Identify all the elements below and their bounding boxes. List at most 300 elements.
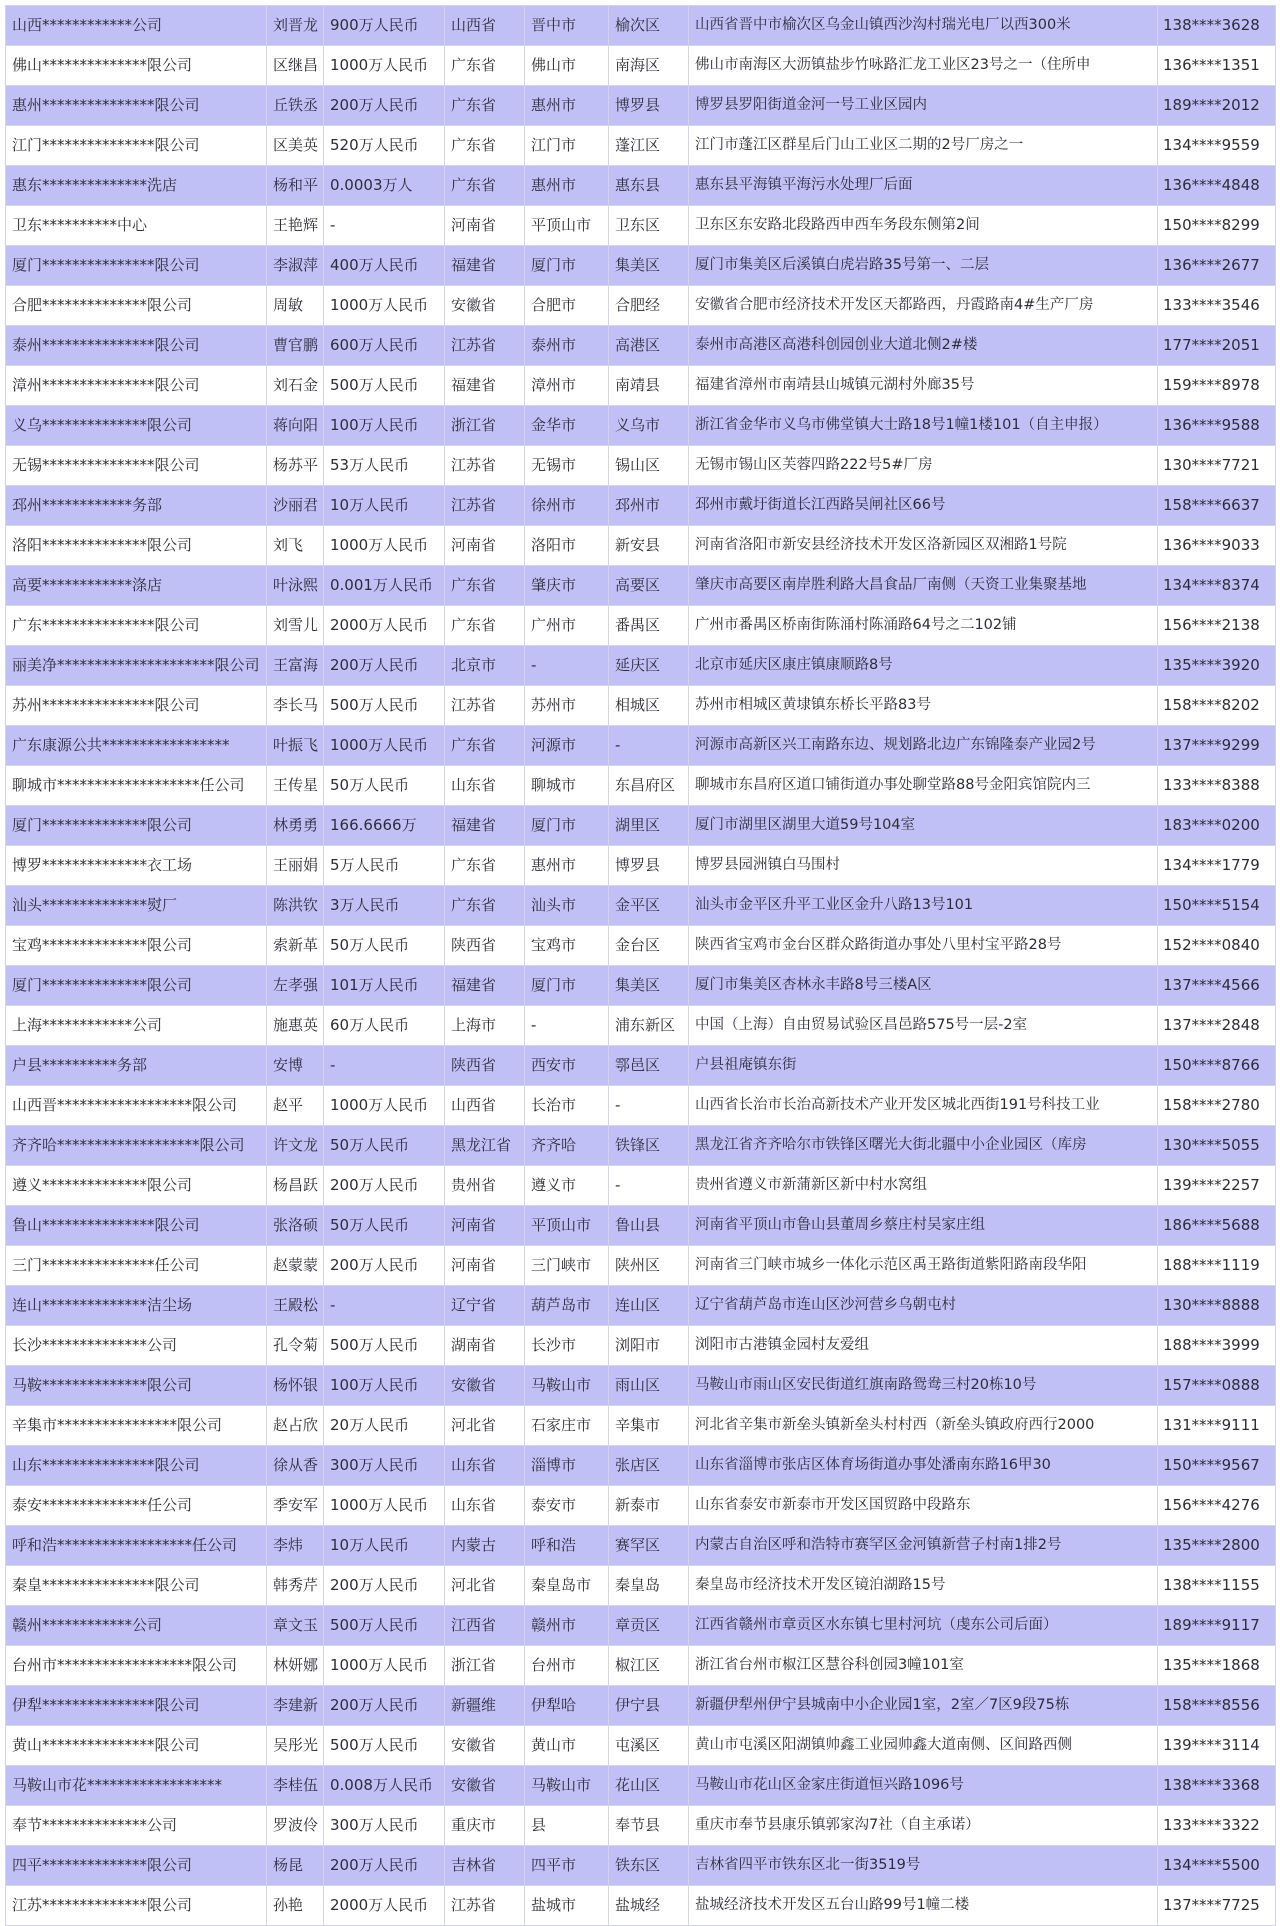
table-row	[6, 526, 1276, 566]
address-cell: 山东省淄博市张店区体育场街道办事处潘南东路16甲30	[689, 1446, 1158, 1486]
province-cell: 福建省	[445, 806, 525, 846]
table-row	[6, 6, 1276, 46]
phone-cell: 137****7725	[1158, 1886, 1276, 1926]
company-name-cell: 宝鸡**************限公司	[6, 926, 267, 966]
table-row	[6, 726, 1276, 766]
legal-person-cell: 周敏	[267, 286, 324, 326]
registered-capital-cell: 0.001万人民币	[324, 566, 445, 606]
province-cell: 浙江省	[445, 406, 525, 446]
province-cell: 安徽省	[445, 1726, 525, 1766]
province-cell: 安徽省	[445, 286, 525, 326]
phone-cell: 138****1155	[1158, 1566, 1276, 1606]
city-cell: 伊犁哈	[525, 1686, 609, 1726]
city-cell: 长治市	[525, 1086, 609, 1126]
table-row	[6, 126, 1276, 166]
city-cell: 惠州市	[525, 86, 609, 126]
phone-cell: 137****4566	[1158, 966, 1276, 1006]
address-cell: 辽宁省葫芦岛市连山区沙河营乡乌朝屯村	[689, 1286, 1158, 1326]
legal-person-cell: 王殿松	[267, 1286, 324, 1326]
province-cell: 湖南省	[445, 1326, 525, 1366]
registered-capital-cell: 10万人民币	[324, 486, 445, 526]
district-cell: 新泰市	[609, 1486, 689, 1526]
address-cell: 浏阳市古港镇金园村友爱组	[689, 1326, 1158, 1366]
registered-capital-cell: 600万人民币	[324, 326, 445, 366]
province-cell: 广东省	[445, 846, 525, 886]
table-row	[6, 1806, 1276, 1846]
company-name-cell: 义乌**************限公司	[6, 406, 267, 446]
city-cell: 泰安市	[525, 1486, 609, 1526]
district-cell: 惠东县	[609, 166, 689, 206]
province-cell: 江西省	[445, 1606, 525, 1646]
province-cell: 北京市	[445, 646, 525, 686]
company-name-cell: 连山**************洁尘场	[6, 1286, 267, 1326]
company-name-cell: 博罗**************衣工场	[6, 846, 267, 886]
legal-person-cell: 张洛硕	[267, 1206, 324, 1246]
registered-capital-cell: 200万人民币	[324, 1846, 445, 1886]
city-cell: 石家庄市	[525, 1406, 609, 1446]
city-cell: 平顶山市	[525, 1206, 609, 1246]
phone-cell: 133****8388	[1158, 766, 1276, 806]
city-cell: 县	[525, 1806, 609, 1846]
table-row	[6, 966, 1276, 1006]
table-row	[6, 46, 1276, 86]
city-cell: 葫芦岛市	[525, 1286, 609, 1326]
legal-person-cell: 蒋向阳	[267, 406, 324, 446]
legal-person-cell: 王传星	[267, 766, 324, 806]
district-cell: 集美区	[609, 966, 689, 1006]
phone-cell: 150****8766	[1158, 1046, 1276, 1086]
company-name-cell: 奉节**************公司	[6, 1806, 267, 1846]
company-name-cell: 合肥**************限公司	[6, 286, 267, 326]
address-cell: 北京市延庆区康庄镇康顺路8号	[689, 646, 1158, 686]
company-name-cell: 山西************公司	[6, 6, 267, 46]
city-cell: 合肥市	[525, 286, 609, 326]
city-cell: 淄博市	[525, 1446, 609, 1486]
legal-person-cell: 刘晋龙	[267, 6, 324, 46]
legal-person-cell: 李淑萍	[267, 246, 324, 286]
address-cell: 泰州市高港区高港科创园创业大道北侧2#楼	[689, 326, 1158, 366]
registered-capital-cell: 2000万人民币	[324, 606, 445, 646]
city-cell: -	[525, 646, 609, 686]
province-cell: 江苏省	[445, 1886, 525, 1926]
table-row	[6, 1366, 1276, 1406]
registered-capital-cell: 400万人民币	[324, 246, 445, 286]
legal-person-cell: 林妍娜	[267, 1646, 324, 1686]
address-cell: 肇庆市高要区南岸胜利路大昌食品厂南侧（天资工业集聚基地	[689, 566, 1158, 606]
address-cell: 河源市高新区兴工南路东边、规划路北边广东锦隆泰产业园2号	[689, 726, 1158, 766]
district-cell: 奉节县	[609, 1806, 689, 1846]
district-cell: 南海区	[609, 46, 689, 86]
district-cell: 集美区	[609, 246, 689, 286]
province-cell: 福建省	[445, 966, 525, 1006]
legal-person-cell: 杨昆	[267, 1846, 324, 1886]
legal-person-cell: 李长马	[267, 686, 324, 726]
address-cell: 河南省平顶山市鲁山县董周乡蔡庄村吴家庄组	[689, 1206, 1158, 1246]
legal-person-cell: 王富海	[267, 646, 324, 686]
province-cell: 山东省	[445, 1486, 525, 1526]
district-cell: 金平区	[609, 886, 689, 926]
city-cell: 马鞍山市	[525, 1766, 609, 1806]
phone-cell: 189****2012	[1158, 86, 1276, 126]
company-name-cell: 泰州***************限公司	[6, 326, 267, 366]
table-row	[6, 1206, 1276, 1246]
address-cell: 盐城经济技术开发区五台山路99号1幢二楼	[689, 1886, 1158, 1926]
company-name-cell: 泰安**************任公司	[6, 1486, 267, 1526]
legal-person-cell: 陈洪钦	[267, 886, 324, 926]
legal-person-cell: 王艳辉	[267, 206, 324, 246]
table-row	[6, 1526, 1276, 1566]
table-row	[6, 1606, 1276, 1646]
phone-cell: 139****2257	[1158, 1166, 1276, 1206]
registered-capital-cell: 1000万人民币	[324, 526, 445, 566]
district-cell: 金台区	[609, 926, 689, 966]
province-cell: 河南省	[445, 1206, 525, 1246]
table-row	[6, 1086, 1276, 1126]
company-name-cell: 江门***************限公司	[6, 126, 267, 166]
address-cell: 厦门市湖里区湖里大道59号104室	[689, 806, 1158, 846]
phone-cell: 158****2780	[1158, 1086, 1276, 1126]
phone-cell: 159****8978	[1158, 366, 1276, 406]
district-cell: 铁锋区	[609, 1126, 689, 1166]
district-cell: -	[609, 1086, 689, 1126]
legal-person-cell: 季安军	[267, 1486, 324, 1526]
registered-capital-cell: 200万人民币	[324, 1686, 445, 1726]
phone-cell: 177****2051	[1158, 326, 1276, 366]
district-cell: 鲁山县	[609, 1206, 689, 1246]
company-name-cell: 漳州***************限公司	[6, 366, 267, 406]
table-row	[6, 1726, 1276, 1766]
province-cell: 江苏省	[445, 686, 525, 726]
company-name-cell: 黄山***************限公司	[6, 1726, 267, 1766]
city-cell: 金华市	[525, 406, 609, 446]
address-cell: 汕头市金平区升平工业区金升八路13号101	[689, 886, 1158, 926]
company-name-cell: 苏州***************限公司	[6, 686, 267, 726]
address-cell: 邳州市戴圩街道长江西路吴闸社区66号	[689, 486, 1158, 526]
company-name-cell: 无锡***************限公司	[6, 446, 267, 486]
registered-capital-cell: 100万人民币	[324, 406, 445, 446]
company-name-cell: 遵义**************限公司	[6, 1166, 267, 1206]
table-row	[6, 846, 1276, 886]
registered-capital-cell: 500万人民币	[324, 686, 445, 726]
registered-capital-cell: 0.0003万人	[324, 166, 445, 206]
table-row	[6, 606, 1276, 646]
district-cell: 章贡区	[609, 1606, 689, 1646]
table-row	[6, 1286, 1276, 1326]
province-cell: 广东省	[445, 886, 525, 926]
registered-capital-cell: 50万人民币	[324, 1206, 445, 1246]
district-cell: 盐城经	[609, 1886, 689, 1926]
company-name-cell: 丽美净*********************限公司	[6, 646, 267, 686]
registered-capital-cell: 500万人民币	[324, 366, 445, 406]
table-row	[6, 1686, 1276, 1726]
legal-person-cell: 罗波伶	[267, 1806, 324, 1846]
registered-capital-cell: 200万人民币	[324, 1246, 445, 1286]
district-cell: 连山区	[609, 1286, 689, 1326]
address-cell: 浙江省台州市椒江区慧谷科创园3幢101室	[689, 1646, 1158, 1686]
registered-capital-cell: 500万人民币	[324, 1726, 445, 1766]
table-row	[6, 1446, 1276, 1486]
company-name-cell: 广东康源公共*****************	[6, 726, 267, 766]
city-cell: 赣州市	[525, 1606, 609, 1646]
registered-capital-cell: 166.6666万	[324, 806, 445, 846]
registered-capital-cell: -	[324, 1286, 445, 1326]
address-cell: 河北省辛集市新垒头镇新垒头村村西（新垒头镇政府西行2000	[689, 1406, 1158, 1446]
city-cell: 西安市	[525, 1046, 609, 1086]
address-cell: 贵州省遵义市新蒲新区新中村水窝组	[689, 1166, 1158, 1206]
city-cell: 河源市	[525, 726, 609, 766]
company-name-cell: 台州市******************限公司	[6, 1646, 267, 1686]
phone-cell: 135****2800	[1158, 1526, 1276, 1566]
phone-cell: 134****8374	[1158, 566, 1276, 606]
address-cell: 山西省长治市长治高新技术产业开发区城北西街191号科技工业	[689, 1086, 1158, 1126]
registered-capital-cell: 300万人民币	[324, 1446, 445, 1486]
city-cell: 长沙市	[525, 1326, 609, 1366]
city-cell: 广州市	[525, 606, 609, 646]
phone-cell: 136****1351	[1158, 46, 1276, 86]
phone-cell: 135****1868	[1158, 1646, 1276, 1686]
table-row	[6, 1006, 1276, 1046]
phone-cell: 188****1119	[1158, 1246, 1276, 1286]
address-cell: 博罗县园洲镇白马围村	[689, 846, 1158, 886]
phone-cell: 136****4848	[1158, 166, 1276, 206]
table-row	[6, 566, 1276, 606]
company-name-cell: 佛山**************限公司	[6, 46, 267, 86]
city-cell: 四平市	[525, 1846, 609, 1886]
company-name-cell: 厦门**************限公司	[6, 966, 267, 1006]
district-cell: 锡山区	[609, 446, 689, 486]
company-records-table	[5, 5, 1276, 1926]
table-row	[6, 1846, 1276, 1886]
province-cell: 贵州省	[445, 1166, 525, 1206]
district-cell: 义乌市	[609, 406, 689, 446]
city-cell: 齐齐哈	[525, 1126, 609, 1166]
company-name-cell: 惠东**************洗店	[6, 166, 267, 206]
province-cell: 安徽省	[445, 1766, 525, 1806]
company-name-cell: 山东***************限公司	[6, 1446, 267, 1486]
province-cell: 黑龙江省	[445, 1126, 525, 1166]
company-name-cell: 汕头**************熨厂	[6, 886, 267, 926]
phone-cell: 131****9111	[1158, 1406, 1276, 1446]
legal-person-cell: 丘铁丞	[267, 86, 324, 126]
district-cell: -	[609, 726, 689, 766]
company-name-cell: 惠州***************限公司	[6, 86, 267, 126]
district-cell: 赛罕区	[609, 1526, 689, 1566]
company-name-cell: 聊城市*******************任公司	[6, 766, 267, 806]
city-cell: 惠州市	[525, 166, 609, 206]
address-cell: 秦皇岛市经济技术开发区镜泊湖路15号	[689, 1566, 1158, 1606]
address-cell: 新疆伊犁州伊宁县城南中小企业园1室，2室／7区9段75栋	[689, 1686, 1158, 1726]
address-cell: 山东省泰安市新泰市开发区国贸路中段路东	[689, 1486, 1158, 1526]
table-row	[6, 246, 1276, 286]
table-row	[6, 1766, 1276, 1806]
city-cell: 晋中市	[525, 6, 609, 46]
phone-cell: 135****3920	[1158, 646, 1276, 686]
table-row	[6, 406, 1276, 446]
registered-capital-cell: 53万人民币	[324, 446, 445, 486]
legal-person-cell: 韩秀芹	[267, 1566, 324, 1606]
legal-person-cell: 赵占欣	[267, 1406, 324, 1446]
address-cell: 浙江省金华市义乌市佛堂镇大士路18号1幢1楼101（自主申报）	[689, 406, 1158, 446]
company-name-cell: 广东***************限公司	[6, 606, 267, 646]
district-cell: 辛集市	[609, 1406, 689, 1446]
table-row	[6, 1406, 1276, 1446]
province-cell: 广东省	[445, 606, 525, 646]
province-cell: 广东省	[445, 46, 525, 86]
district-cell: 蓬江区	[609, 126, 689, 166]
registered-capital-cell: 2000万人民币	[324, 1886, 445, 1926]
company-name-cell: 伊犁***************限公司	[6, 1686, 267, 1726]
address-cell: 河南省洛阳市新安县经济技术开发区洛新园区双湘路1号院	[689, 526, 1158, 566]
province-cell: 河南省	[445, 526, 525, 566]
company-name-cell: 鲁山***************限公司	[6, 1206, 267, 1246]
district-cell: 浏阳市	[609, 1326, 689, 1366]
phone-cell: 130****7721	[1158, 446, 1276, 486]
district-cell: 花山区	[609, 1766, 689, 1806]
registered-capital-cell: 300万人民币	[324, 1806, 445, 1846]
registered-capital-cell: 520万人民币	[324, 126, 445, 166]
district-cell: 浦东新区	[609, 1006, 689, 1046]
legal-person-cell: 李桂伍	[267, 1766, 324, 1806]
company-name-cell: 赣州************公司	[6, 1606, 267, 1646]
district-cell: 陕州区	[609, 1246, 689, 1286]
city-cell: 肇庆市	[525, 566, 609, 606]
legal-person-cell: 李炜	[267, 1526, 324, 1566]
phone-cell: 134****1779	[1158, 846, 1276, 886]
table-row	[6, 1486, 1276, 1526]
registered-capital-cell: 100万人民币	[324, 1366, 445, 1406]
district-cell: 相城区	[609, 686, 689, 726]
table-row	[6, 1646, 1276, 1686]
legal-person-cell: 章文玉	[267, 1606, 324, 1646]
phone-cell: 152****0840	[1158, 926, 1276, 966]
city-cell: 江门市	[525, 126, 609, 166]
province-cell: 广东省	[445, 126, 525, 166]
province-cell: 新疆维	[445, 1686, 525, 1726]
registered-capital-cell: -	[324, 1046, 445, 1086]
table-row	[6, 166, 1276, 206]
phone-cell: 137****2848	[1158, 1006, 1276, 1046]
table-row	[6, 86, 1276, 126]
province-cell: 辽宁省	[445, 1286, 525, 1326]
table-row	[6, 686, 1276, 726]
city-cell: -	[525, 1006, 609, 1046]
legal-person-cell: 吴彤光	[267, 1726, 324, 1766]
province-cell: 河北省	[445, 1566, 525, 1606]
legal-person-cell: 区继昌	[267, 46, 324, 86]
district-cell: 张店区	[609, 1446, 689, 1486]
province-cell: 陕西省	[445, 926, 525, 966]
table-row	[6, 1326, 1276, 1366]
province-cell: 福建省	[445, 246, 525, 286]
phone-cell: 136****9033	[1158, 526, 1276, 566]
registered-capital-cell: 20万人民币	[324, 1406, 445, 1446]
legal-person-cell: 赵平	[267, 1086, 324, 1126]
province-cell: 浙江省	[445, 1646, 525, 1686]
district-cell: 椒江区	[609, 1646, 689, 1686]
company-name-cell: 邳州************务部	[6, 486, 267, 526]
phone-cell: 138****3368	[1158, 1766, 1276, 1806]
district-cell: 高港区	[609, 326, 689, 366]
legal-person-cell: 杨昌跃	[267, 1166, 324, 1206]
phone-cell: 186****5688	[1158, 1206, 1276, 1246]
city-cell: 厦门市	[525, 806, 609, 846]
address-cell: 厦门市集美区杏林永丰路8号三楼A区	[689, 966, 1158, 1006]
city-cell: 秦皇岛市	[525, 1566, 609, 1606]
city-cell: 无锡市	[525, 446, 609, 486]
table-row	[6, 926, 1276, 966]
district-cell: 南靖县	[609, 366, 689, 406]
city-cell: 台州市	[525, 1646, 609, 1686]
address-cell: 吉林省四平市铁东区北一街3519号	[689, 1846, 1158, 1886]
table-row	[6, 1166, 1276, 1206]
address-cell: 惠东县平海镇平海污水处理厂后面	[689, 166, 1158, 206]
city-cell: 洛阳市	[525, 526, 609, 566]
district-cell: 博罗县	[609, 86, 689, 126]
legal-person-cell: 林勇勇	[267, 806, 324, 846]
phone-cell: 138****3628	[1158, 6, 1276, 46]
registered-capital-cell: 500万人民币	[324, 1606, 445, 1646]
registered-capital-cell: 0.008万人民币	[324, 1766, 445, 1806]
legal-person-cell: 区美英	[267, 126, 324, 166]
address-cell: 重庆市奉节县康乐镇郭家沟7社（自主承诺）	[689, 1806, 1158, 1846]
registered-capital-cell: 500万人民币	[324, 1326, 445, 1366]
company-name-cell: 四平**************限公司	[6, 1846, 267, 1886]
province-cell: 上海市	[445, 1006, 525, 1046]
phone-cell: 150****9567	[1158, 1446, 1276, 1486]
phone-cell: 158****6637	[1158, 486, 1276, 526]
province-cell: 江苏省	[445, 326, 525, 366]
city-cell: 三门峡市	[525, 1246, 609, 1286]
district-cell: 延庆区	[609, 646, 689, 686]
company-name-cell: 马鞍山市花******************	[6, 1766, 267, 1806]
city-cell: 遵义市	[525, 1166, 609, 1206]
address-cell: 黄山市屯溪区阳湖镇帅鑫工业园帅鑫大道南侧、区间路西侧	[689, 1726, 1158, 1766]
legal-person-cell: 叶振飞	[267, 726, 324, 766]
table-row	[6, 486, 1276, 526]
address-cell: 卫东区东安路北段路西申西车务段东侧第2间	[689, 206, 1158, 246]
address-cell: 中国（上海）自由贸易试验区昌邑路575号一层-2室	[689, 1006, 1158, 1046]
address-cell: 江门市蓬江区群星后门山工业区二期的2号厂房之一	[689, 126, 1158, 166]
district-cell: 榆次区	[609, 6, 689, 46]
phone-cell: 136****9588	[1158, 406, 1276, 446]
province-cell: 内蒙古	[445, 1526, 525, 1566]
table-row	[6, 1046, 1276, 1086]
registered-capital-cell: 1000万人民币	[324, 1086, 445, 1126]
table-row	[6, 886, 1276, 926]
province-cell: 山西省	[445, 6, 525, 46]
company-name-cell: 洛阳**************限公司	[6, 526, 267, 566]
table-row	[6, 446, 1276, 486]
company-name-cell: 呼和浩******************任公司	[6, 1526, 267, 1566]
city-cell: 盐城市	[525, 1886, 609, 1926]
district-cell: 博罗县	[609, 846, 689, 886]
district-cell: 伊宁县	[609, 1686, 689, 1726]
address-cell: 安徽省合肥市经济技术开发区天都路西，丹霞路南4#生产厂房	[689, 286, 1158, 326]
phone-cell: 188****3999	[1158, 1326, 1276, 1366]
registered-capital-cell: 50万人民币	[324, 766, 445, 806]
phone-cell: 133****3546	[1158, 286, 1276, 326]
legal-person-cell: 安博	[267, 1046, 324, 1086]
company-name-cell: 厦门***************限公司	[6, 246, 267, 286]
address-cell: 户县祖庵镇东街	[689, 1046, 1158, 1086]
company-name-cell: 齐齐哈*******************限公司	[6, 1126, 267, 1166]
legal-person-cell: 施惠英	[267, 1006, 324, 1046]
phone-cell: 130****8888	[1158, 1286, 1276, 1326]
table-row	[6, 1566, 1276, 1606]
city-cell: 黄山市	[525, 1726, 609, 1766]
phone-cell: 156****4276	[1158, 1486, 1276, 1526]
city-cell: 聊城市	[525, 766, 609, 806]
